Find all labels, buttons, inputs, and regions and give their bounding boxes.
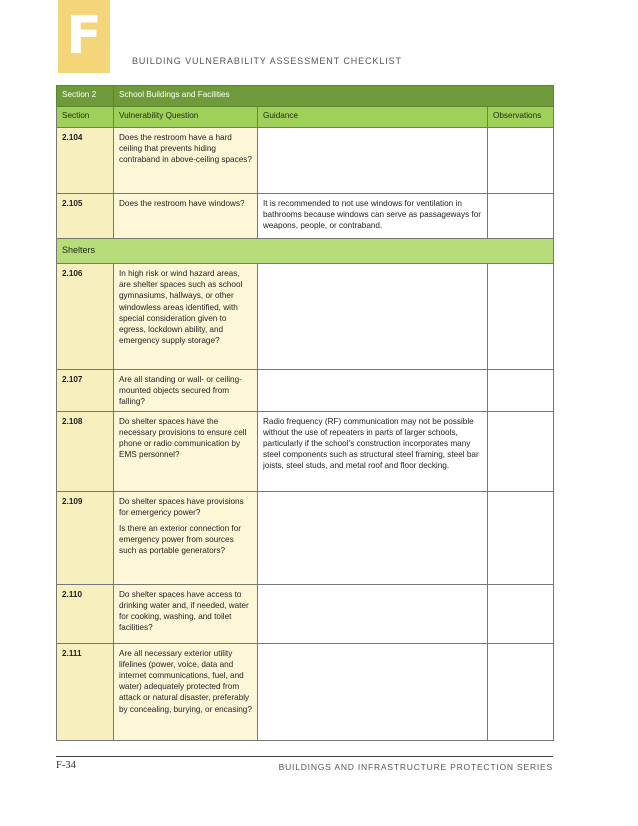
page-number: F-34 [56, 760, 76, 771]
vulnerability-question [114, 643, 258, 740]
guidance-cell: It is recommended to not use windows for ventilation in bathrooms because windows can serve as passageways for weapons, people, or contraband. [258, 194, 488, 239]
question-text: Are all standing or wall- or ceiling-mounted objects secured from falling? [119, 375, 242, 407]
observations-cell[interactable] [488, 264, 554, 370]
question-text: Is there an exterior connection for emergency power from sources such as portable generators? [119, 524, 241, 556]
question-number: 2.108 [57, 411, 114, 491]
footer-divider [56, 756, 553, 757]
section-header-row [57, 86, 554, 107]
section-title: School Buildings and Facilities [114, 86, 554, 107]
observations-cell[interactable] [488, 411, 554, 491]
observations-cell[interactable] [488, 643, 554, 740]
guidance-cell [258, 643, 488, 740]
table-row [57, 194, 554, 239]
guidance-cell [258, 370, 488, 412]
column-header-observations: Observations [488, 107, 554, 128]
column-header-section: Section [57, 107, 114, 128]
observations-cell[interactable] [488, 370, 554, 412]
observations-cell[interactable] [488, 491, 554, 584]
question-number: 2.106 [57, 264, 114, 370]
observations-cell[interactable] [488, 194, 554, 239]
vulnerability-question [114, 491, 258, 584]
column-header-question: Vulnerability Question [114, 107, 258, 128]
guidance-cell: Radio frequency (RF) communication may not be possible without the use of repeaters in parts of larger schools, particularly if the school’s construction incorporates many steel components such as structural steel framing, steel bar joists, steel studs, and metal roof and floor decking. [258, 411, 488, 491]
question-number: 2.109 [57, 491, 114, 584]
question-text: Do shelter spaces have provisions for emergency power? [119, 496, 244, 517]
column-header-row [57, 107, 554, 128]
vulnerability-question [114, 584, 258, 643]
guidance-cell [258, 491, 488, 584]
question-number: 2.104 [57, 128, 114, 194]
vulnerability-question [114, 370, 258, 412]
question-number: 2.111 [57, 643, 114, 740]
table-row [57, 491, 554, 584]
question-text: Does the restroom have windows? [119, 199, 245, 208]
vulnerability-question [114, 194, 258, 239]
vulnerability-question [114, 411, 258, 491]
column-header-guidance: Guidance [258, 107, 488, 128]
guidance-cell [258, 264, 488, 370]
appendix-tab [58, 0, 110, 73]
observations-cell[interactable] [488, 128, 554, 194]
question-number: 2.107 [57, 370, 114, 412]
question-text: In high risk or wind hazard areas, are shelter spaces such as school gymnasiums, hallways, or other windowless areas identified, with special consideration given to egress, lockdown ability, and emergency supply storage? [119, 269, 243, 346]
group-label: Shelters [57, 239, 554, 264]
observations-cell[interactable] [488, 584, 554, 643]
question-number: 2.105 [57, 194, 114, 239]
question-number: 2.110 [57, 584, 114, 643]
vulnerability-question [114, 264, 258, 370]
question-text: Do shelter spaces have the necessary provisions to ensure cell phone or radio communication by EMS personnel? [119, 416, 247, 460]
table-row [57, 128, 554, 194]
appendix-letter: F [66, 6, 102, 66]
guidance-cell [258, 128, 488, 194]
question-text: Are all necessary exterior utility lifelines (power, voice, data and internet communications, fuel, and water) adequately protected from attack or natural disaster, preferably by concealing, burying, or encasing? [119, 648, 252, 714]
guidance-cell [258, 584, 488, 643]
table-row [57, 370, 554, 412]
table-row [57, 264, 554, 370]
table-row [57, 643, 554, 740]
question-text: Do shelter spaces have access to drinking water and, if needed, water for cooking, washing, and toilet facilities? [119, 589, 249, 633]
vulnerability-question [114, 128, 258, 194]
group-header-row [57, 239, 554, 264]
checklist-table [56, 85, 554, 741]
table-row [57, 584, 554, 643]
series-title: BUILDINGS AND INFRASTRUCTURE PROTECTION SERIES [278, 762, 553, 772]
question-text: Does the restroom have a hard ceiling that prevents hiding contraband in above-ceiling spaces? [119, 133, 252, 165]
page-title: BUILDING VULNERABILITY ASSESSMENT CHECKLIST [132, 56, 402, 66]
section-label: Section 2 [57, 86, 114, 107]
table-row [57, 411, 554, 491]
